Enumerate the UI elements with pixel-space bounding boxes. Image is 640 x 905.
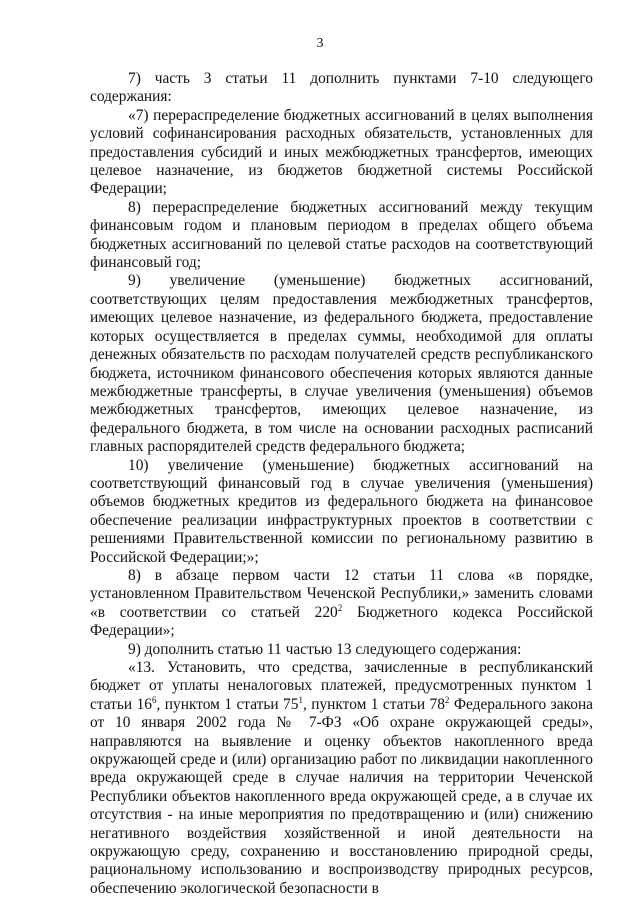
- paragraph-amend-part-12: 8) в абзаце первом части 12 статьи 11 слова «в порядке, установленном Правительством Чеченской Республики,» заменить словами «в соответствии со статьей $220^2$ Бюджетного кодекса Российской Федерации»;: [90, 566, 593, 640]
- superscript: 6: [152, 694, 157, 705]
- page-number: 3: [316, 36, 324, 51]
- paragraph-item-10: 10) увеличение (уменьшение) бюджетных ассигнований на соответствующий финансовый год в случае увеличения (уменьшения) объемов бюджетных кредитов из федерального бюджета на финансовое обеспечение реализации инфраструктурных проектов в соответствии с решениями Правительственной комиссии по региональному развитию в Российской Федерации;»;: [90, 456, 593, 566]
- paragraph-item-8: 8) перераспределение бюджетных ассигнований между текущим финансовым годом и плановым периодом в пределах общего объема бюджетных ассигнований по целевой статье расходов на соответствующий финансовый год;: [90, 198, 593, 272]
- paragraph-item-9: 9) увеличение (уменьшение) бюджетных ассигнований, соответствующих целям предоставления межбюджетных трансфертов, имеющих целевое назначение, из федерального бюджета, предоставление которых осуществляется в пределах суммы, необходимой для оплаты денежных обязательств по расходам получателей средств республиканского бюджета, источником финансового обеспечения которых являются данные межбюджетные трансферты, в случае увеличения (уменьшения) объемов межбюджетных трансфертов, имеющих целевое назначение, из федерального бюджета, в том числе на основании расходных расписаний главных распорядителей средств федерального бюджета;: [90, 272, 593, 456]
- paragraph-amend-part-3: 7) часть 3 статьи 11 дополнить пунктами 7-10 следующего содержания:: [90, 70, 593, 106]
- paragraph-add-part-13: 9) дополнить статью 11 частью 13 следующего содержания:: [128, 640, 522, 658]
- superscript: 1: [298, 694, 303, 705]
- paragraph-item-7: «7) перераспределение бюджетных ассигнований в целях выполнения условий софинансирования расходных обязательств, установленных для предоставления субсидий и иных межбюджетных трансфертов, имеющих целевое назначение, из бюджетов бюджетной системы Российской Федерации;: [90, 106, 593, 198]
- document-body: [90, 70, 593, 898]
- superscript: 2: [444, 694, 450, 705]
- superscript: 2: [337, 602, 343, 613]
- paragraph-part-13-text: «13. Установить, что средства, зачисленные в республиканский бюджет от уплаты неналоговых платежей, предусмотренных пунктом 1 статьи $16^6$, пунктом 1 статьи $75^1$, пунктом 1 статьи $78^2$ Федерального закона от 10 января 2002 года № 7-ФЗ «Об охране окружающей среды», направляются на выявление и оценку объектов накопленного вреда окружающей среде и (или) организацию работ по ликвидации накопленного вреда окружающей среде в случае наличия на территории Чеченской Республики объектов накопленного вреда окружающей среде, а в случае их отсутствия - на иные мероприятия по предотвращению и (или) снижению негативного воздействия хозяйственной и иной деятельности на окружающую среду, сохранению и восстановлению природной среды, рациональному использованию и воспроизводству природных ресурсов, обеспечению экологической безопасности в: [90, 659, 594, 897]
